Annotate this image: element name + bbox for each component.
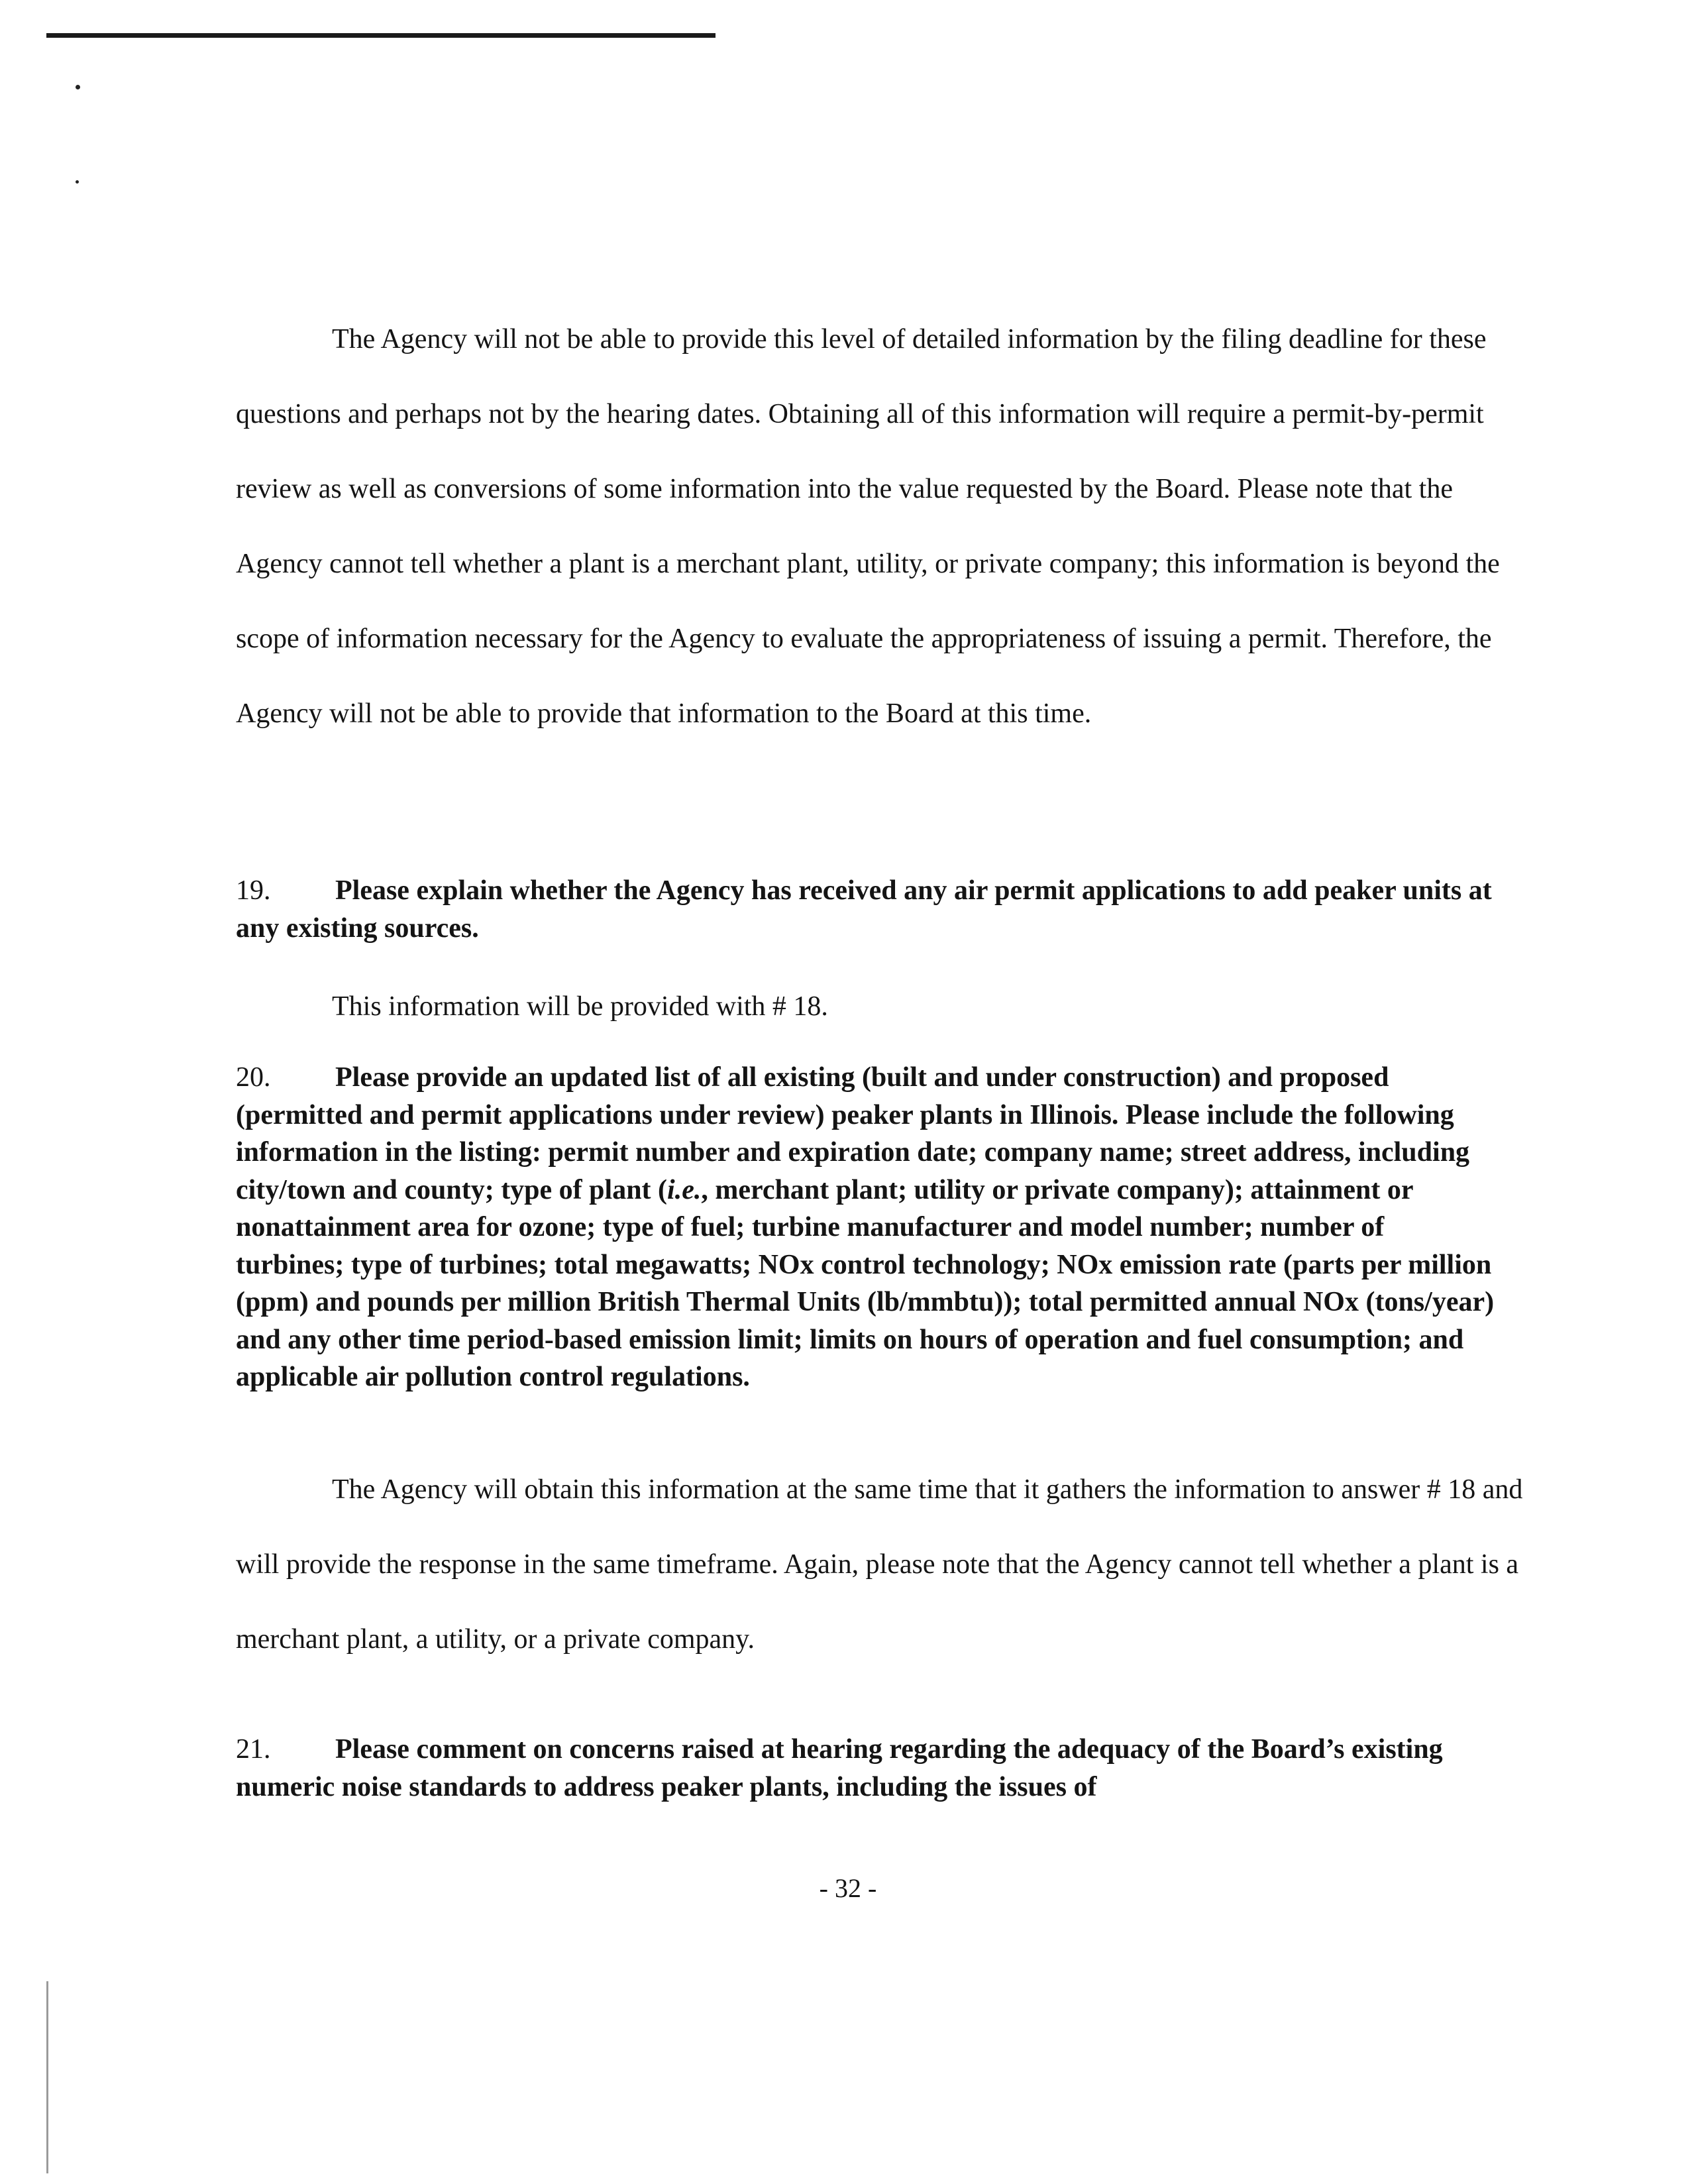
question-19-text: Please explain whether the Agency has received any air permit applications to add peaker units at any existing sources. [236, 875, 1492, 944]
answer-18-paragraph [236, 302, 1528, 751]
question-21 [236, 1731, 1495, 1806]
answer-19-text: This information will be provided with # 18. [332, 991, 828, 1022]
answer-18-text: The Agency will not be able to provide this level of detailed information by the filing deadline for these questions and perhaps not by the hearing dates. Obtaining all of this information will require a permit-by-permit review as well as conversions of some information into the value requested by the Board. Please note that the Agency cannot tell whether a plant is a merchant plant, utility, or private company; this information is beyond the scope of information necessary for the Agency to evaluate the appropriateness of issuing a permit. Therefore, the Agency will not be able to provide that information to the Board at this time. [236, 324, 1500, 729]
scan-margin-line [46, 1981, 48, 2173]
question-20-text-b: , merchant plant; utility or private company); attainment or nonattainment area for ozone; type of fuel; turbine manufacturer and model number; number of turbines; type of turbines; total megawatts; NOx control technology; NOx emission rate (parts per million (ppm) and pounds per million British Thermal Units (lb/mmbtu)); total permitted annual NOx (tons/year) and any other time period-based emission limit; limits on hours of operation and fuel consumption; and applicable air pollution control regulations. [236, 1174, 1495, 1392]
scan-speck [76, 180, 79, 184]
top-scan-rule [46, 33, 716, 38]
question-21-number: 21. [236, 1734, 271, 1765]
question-21-text: Please comment on concerns raised at hearing regarding the adequacy of the Board’s existing numeric noise standards to address peaker plants, including the issues of [236, 1734, 1443, 1802]
question-19-number: 19. [236, 875, 271, 906]
question-19 [236, 872, 1495, 947]
question-20-italic: i.e. [667, 1174, 702, 1205]
answer-19-paragraph [236, 969, 1528, 1044]
answer-20-text: The Agency will obtain this information at the same time that it gathers the information to answer # 18 and will provide the response in the same timeframe. Again, please note that the Agency cannot tell whether a plant is a merchant plant, a utility, or a private company. [236, 1474, 1523, 1655]
scan-speck [76, 85, 80, 89]
page-number: - 32 - [819, 1873, 877, 1903]
question-20-number: 20. [236, 1062, 271, 1093]
question-20-text-a: Please provide an updated list of all existing (built and under construction) and proposed (permitted and permit applications under review) peaker plants in Illinois. Please include the following information in the listing: permit number and expiration date; company name; street address, including city/town and county; type of plant ( [236, 1062, 1470, 1205]
answer-20-paragraph [236, 1452, 1528, 1677]
question-20 [236, 1059, 1495, 1396]
